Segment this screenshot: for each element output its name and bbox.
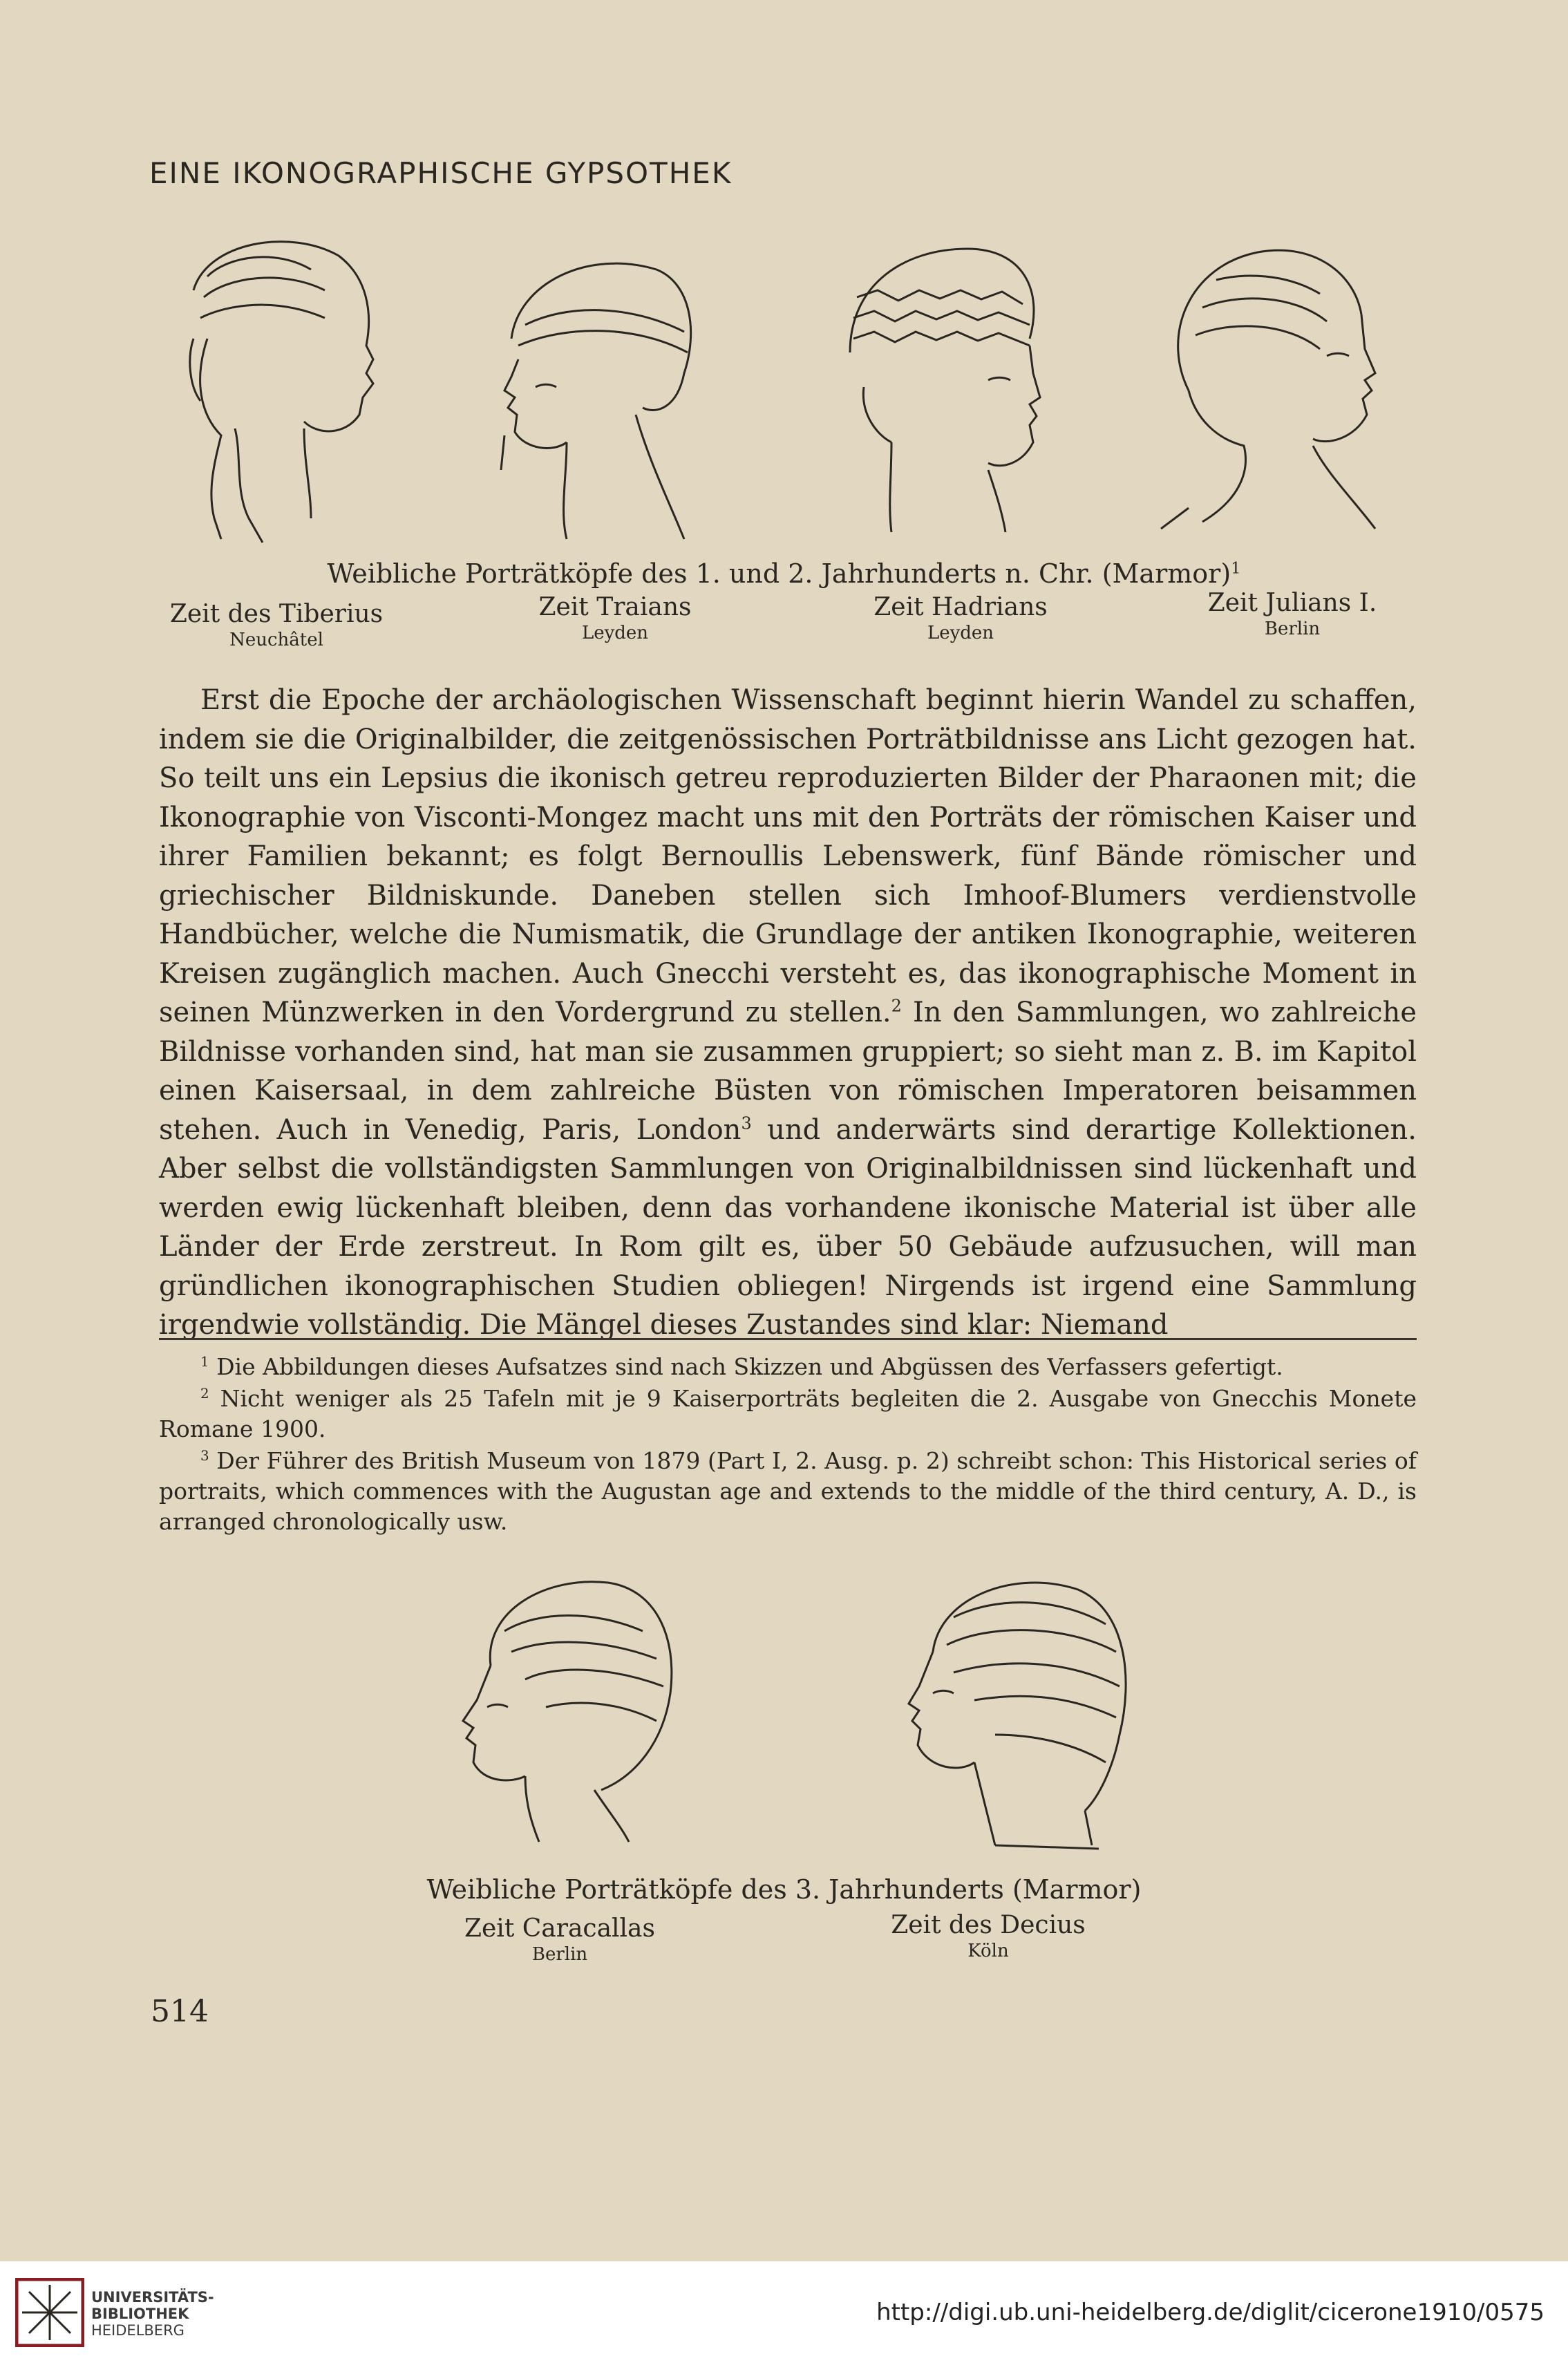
library-name — [91, 2289, 214, 2339]
sketch-head-hadrian — [822, 235, 1057, 539]
caption-caracalla — [428, 1914, 691, 1965]
sketch-head-julian — [1147, 238, 1396, 543]
sketch-head-tiberius — [166, 228, 394, 553]
caption-decius-location: Köln — [967, 1941, 1009, 1961]
footer-bar — [0, 2261, 1568, 2365]
sketch-head-decius — [878, 1569, 1140, 1859]
footnotes — [159, 1352, 1417, 1538]
caption-traian-label: Zeit Traians — [538, 593, 692, 621]
library-name-line1: UNIVERSITÄTS- — [91, 2289, 214, 2306]
body-paragraph — [159, 681, 1417, 1345]
caption-hadrian — [843, 593, 1078, 643]
sketch-head-traian — [477, 242, 712, 546]
caption-hadrian-location: Leyden — [927, 623, 994, 643]
library-name-line2: BIBLIOTHEK — [91, 2306, 189, 2322]
footnote-2 — [159, 1384, 1417, 1444]
source-url-link[interactable]: http://digi.ub.uni-heidelberg.de/diglit/cicerone1910/0575 — [876, 2299, 1545, 2326]
caption-caracalla-label: Zeit Caracallas — [464, 1914, 655, 1943]
running-title: EINE IKONOGRAPHISCHE GYPSOTHEK — [149, 156, 733, 190]
figure-top-caption — [0, 558, 1568, 589]
footnote-1-mark: 1 — [200, 1354, 209, 1370]
page-number: 514 — [151, 1994, 209, 2029]
footnote-divider — [159, 1338, 1417, 1340]
library-logo-icon — [15, 2278, 84, 2347]
footnote-1-text: Die Abbildungen dieses Aufsatzes sind nach Skizzen und Abgüssen des Verfassers gefertigt. — [216, 1353, 1283, 1380]
caption-caracalla-location: Berlin — [531, 1944, 588, 1965]
caption-julian-location: Berlin — [1264, 619, 1321, 639]
footnote-2-mark: 2 — [200, 1386, 209, 1402]
caption-tiberius — [152, 600, 401, 650]
caption-julian-label: Zeit Julians I. — [1207, 589, 1377, 617]
sketch-head-caracalla — [435, 1569, 684, 1845]
caption-decius-label: Zeit des Decius — [891, 1911, 1086, 1939]
library-name-line3: HEIDELBERG — [91, 2322, 185, 2339]
body-text-part-c: und anderwärts sind derartige Kollektionen. Aber selbst die vollständigsten Sammlungen von Originalbildnissen sind lückenhaft und werden ewig lückenhaft bleiben, denn das vorhandene ikonische Material ist über alle Länder der Erde zerstreut. In Rom gilt es, über 50 Gebäude aufzusuchen, will man gründlichen ikonographischen Studien obliegen! Nirgends ist irgend eine Sammlung irgendwie vollständig. Die Mängel dieses Zustandes sind klar: Niemand — [159, 1113, 1417, 1341]
figure-bottom-caption: Weibliche Porträtköpfe des 3. Jahrhunderts (Marmor) — [426, 1874, 1142, 1905]
caption-hadrian-label: Zeit Hadrians — [873, 593, 1048, 621]
footnote-3-mark: 3 — [200, 1448, 209, 1464]
footnote-3-text: Der Führer des British Museum von 1879 (Part I, 2. Ausg. p. 2) schreibt schon: This Historical series of portraits, which commences with the Augustan age and extends to the middle of the third century, A. D., is arranged chronologically usw. — [159, 1447, 1417, 1535]
caption-tiberius-label: Zeit des Tiberius — [169, 600, 384, 628]
caption-decius — [857, 1911, 1120, 1961]
footnote-1 — [159, 1352, 1417, 1382]
footnote-ref-3: 3 — [741, 1113, 752, 1133]
footnote-2-text: Nicht weniger als 25 Tafeln mit je 9 Kaiserporträts begleiten die 2. Ausgabe von Gnecchis Monete Romane 1900. — [159, 1385, 1417, 1442]
footnote-3 — [159, 1446, 1417, 1537]
footnote-ref-2: 2 — [891, 996, 902, 1016]
caption-julian — [1175, 589, 1410, 639]
body-text-part-b: In den Sammlungen, wo zahlreiche Bildnisse vorhanden sind, hat man sie zusammen gruppiert; so sieht man z. B. im Kapitol einen Kaisersaal, in dem zahlreiche Büsten von römischen Imperatoren beisammen stehen. Auch in Venedig, Paris, London — [159, 997, 1417, 1146]
footnote-ref-1: 1 — [1231, 559, 1241, 578]
caption-traian-location: Leyden — [581, 623, 649, 643]
caption-traian — [498, 593, 733, 643]
body-text-part-a: Erst die Epoche der archäologischen Wissenschaft beginnt hierin Wandel zu schaffen, indem sie die Originalbilder, die zeitgenössischen Porträtbildnisse ans Licht gezogen hat. So teilt uns ein Lepsius die ikonisch getreu reproduzierten Bilder der Pharaonen mit; die Ikonographie von Visconti-Mongez macht uns mit den Porträts der römischen Kaiser und ihrer Familien bekannt; es folgt Bernoullis Lebenswerk, fünf Bände römischer und griechischer Bildniskunde. Daneben stellen sich Imhoof-Blumers verdienstvolle Handbücher, welche die Numismatik, die Grundlage der antiken Ikonographie, weiteren Kreisen zugänglich machen. Auch Gnecchi versteht es, das ikonographische Moment in seinen Münzwerken in den Vordergrund zu stellen. — [159, 684, 1417, 1028]
figure-top-caption-text: Weibliche Porträtköpfe des 1. und 2. Jahrhunderts n. Chr. (Marmor) — [327, 558, 1231, 589]
body-text — [159, 681, 1417, 1345]
caption-tiberius-location: Neuchâtel — [229, 630, 323, 650]
